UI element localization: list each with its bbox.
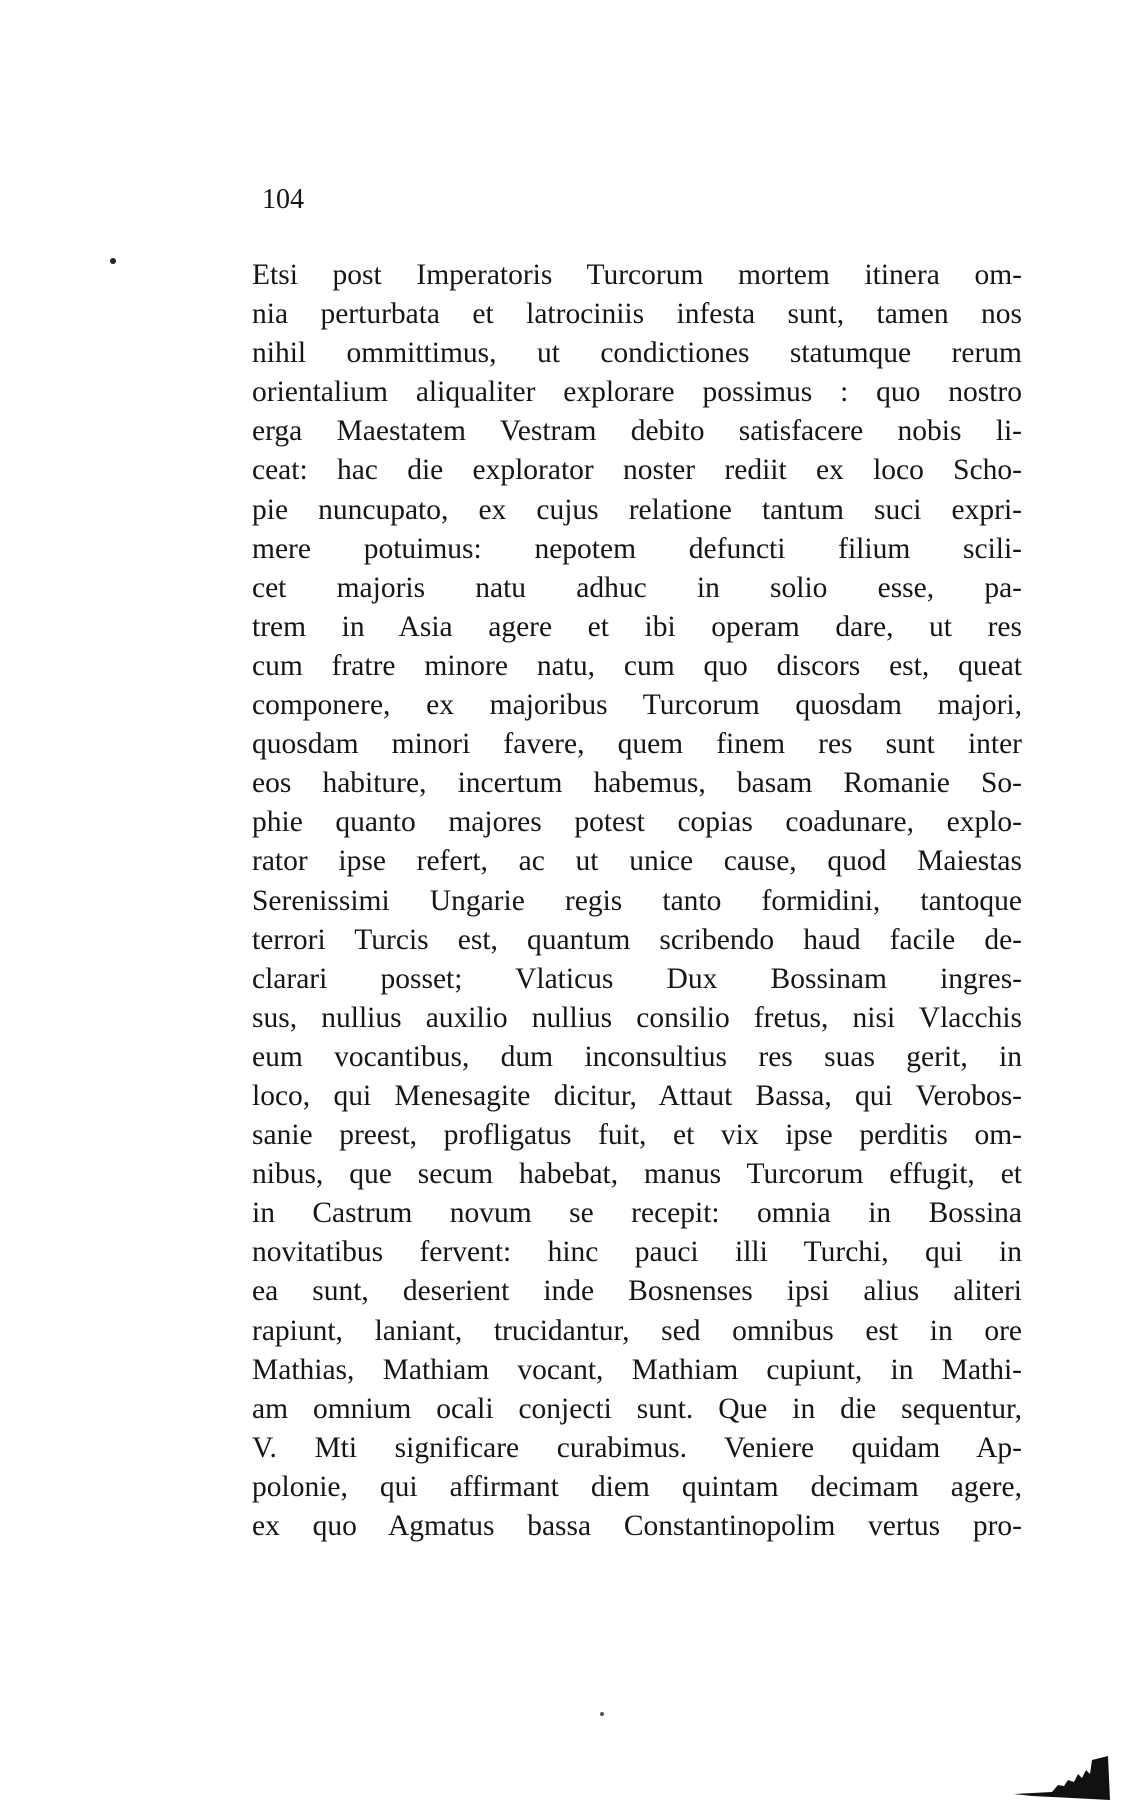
text-line: ceat: hac die explorator noster rediit ex loco Scho-: [252, 454, 1022, 487]
text-line: loco, qui Menesagite dicitur, Attaut Bassa, qui Verobos-: [252, 1079, 1022, 1112]
text-line: eum vocantibus, dum inconsultius res suas gerit, in: [252, 1040, 1022, 1073]
text-line: nihil ommittimus, ut condictiones statumque rerum: [252, 337, 1022, 370]
text-line: Mathias, Mathiam vocant, Mathiam cupiunt, in Mathi-: [252, 1353, 1022, 1386]
body-text: [252, 256, 1022, 1546]
corner-scan-mark: [1012, 1752, 1112, 1800]
text-line: Etsi post Imperatoris Turcorum mortem itinera om-: [252, 259, 1022, 291]
text-line: nia perturbata et latrociniis infesta sunt, tamen nos: [252, 298, 1022, 331]
text-line: rator ipse refert, ac ut unice cause, quod Maiestas: [252, 845, 1022, 878]
text-line: componere, ex majoribus Turcorum quosdam majori,: [252, 689, 1022, 722]
text-line: cum fratre minore natu, cum quo discors est, queat: [252, 649, 1022, 682]
text-line: nibus, que secum habebat, manus Turcorum effugit, et: [252, 1158, 1022, 1191]
text-line: trem in Asia agere et ibi operam dare, ut res: [252, 610, 1022, 643]
text-line: V. Mti significare curabimus. Veniere quidam Ap-: [252, 1431, 1022, 1464]
text-line: quosdam minori favere, quem finem res sunt inter: [252, 728, 1022, 761]
page-number: 104: [262, 184, 304, 215]
margin-dot: [110, 258, 116, 264]
text-line: am omnium ocali conjecti sunt. Que in die sequentur,: [252, 1392, 1022, 1425]
text-line: polonie, qui affirmant diem quintam decimam agere,: [252, 1470, 1022, 1503]
text-line: eos habiture, incertum habemus, basam Romanie So-: [252, 767, 1022, 800]
text-line: erga Maestatem Vestram debito satisfacere nobis li-: [252, 415, 1022, 448]
text-line: ex quo Agmatus bassa Constantinopolim vertus pro-: [252, 1510, 1022, 1542]
text-line: terrori Turcis est, quantum scribendo haud facile de-: [252, 923, 1022, 956]
text-line: Serenissimi Ungarie regis tanto formidini, tantoque: [252, 884, 1022, 917]
text-line: in Castrum novum se recepit: omnia in Bossina: [252, 1197, 1022, 1230]
text-line: novitatibus fervent: hinc pauci illi Turchi, qui in: [252, 1236, 1022, 1269]
text-line: orientalium aliqualiter explorare possimus : quo nostro: [252, 376, 1022, 409]
text-line: clarari posset; Vlaticus Dux Bossinam ingres-: [252, 962, 1022, 995]
bottom-dot: [600, 1712, 604, 1716]
text-line: pie nuncupato, ex cujus relatione tantum suci expri-: [252, 493, 1022, 526]
text-line: cet majoris natu adhuc in solio esse, pa-: [252, 571, 1022, 604]
text-line: ea sunt, deserient inde Bosnenses ipsi alius aliteri: [252, 1275, 1022, 1308]
text-line: phie quanto majores potest copias coadunare, explo-: [252, 806, 1022, 839]
text-line: mere potuimus: nepotem defuncti filium scili-: [252, 532, 1022, 565]
text-line: rapiunt, laniant, trucidantur, sed omnibus est in ore: [252, 1314, 1022, 1347]
text-line: sus, nullius auxilio nullius consilio fretus, nisi Vlacchis: [252, 1001, 1022, 1034]
text-line: sanie preest, profligatus fuit, et vix ipse perditis om-: [252, 1119, 1022, 1152]
